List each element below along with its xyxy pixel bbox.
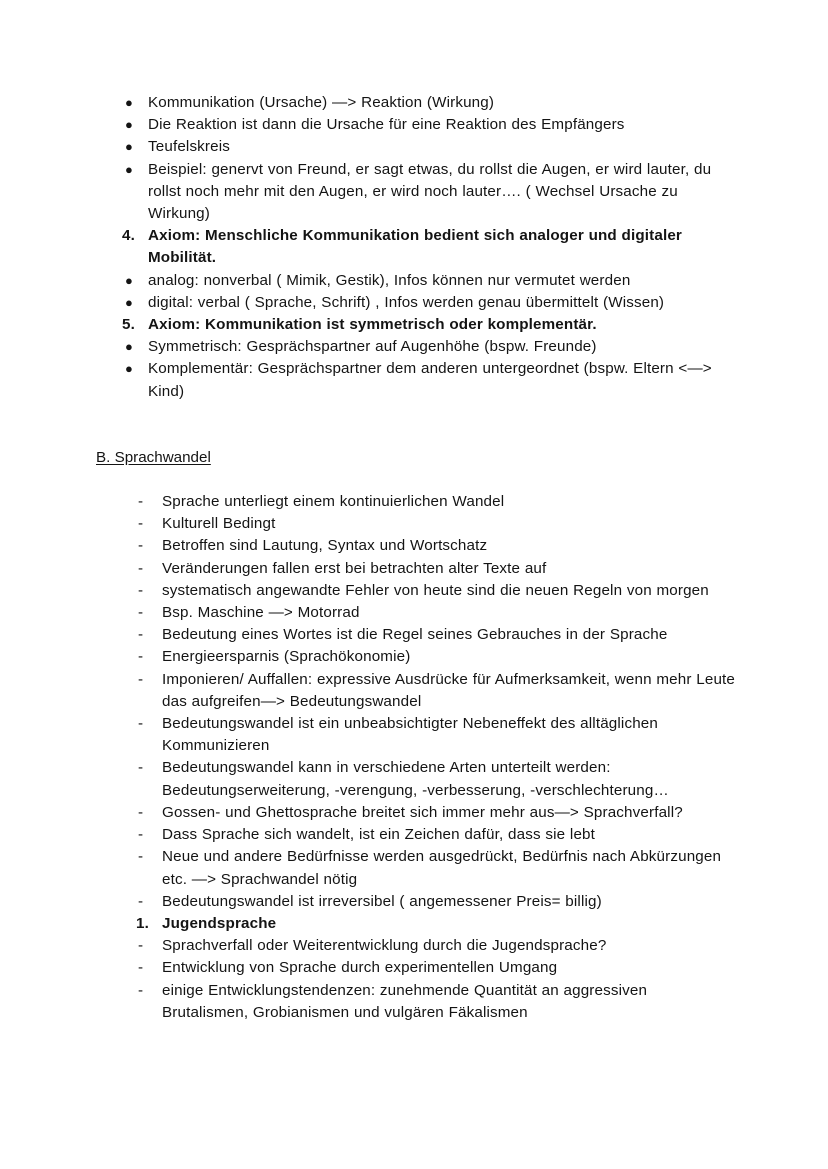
list-item <box>110 491 736 513</box>
dash-icon: - <box>138 537 144 555</box>
list-item-text: Kommunikation (Ursache) —> Reaktion (Wirkung) <box>148 94 495 111</box>
list-item-text: Axiom: Menschliche Kommunikation bedient sich analoger und digitaler Mobilität. <box>148 227 682 267</box>
dash-icon: - <box>138 604 144 622</box>
list-item-text: Bedeutungswandel kann in verschiedene Arten unterteilt werden: Bedeutungserweiterung, -verengung, -verbesserung, -verschlechterung… <box>162 759 669 799</box>
list-item <box>110 713 736 757</box>
list-item <box>96 159 736 226</box>
dash-icon: - <box>138 559 144 577</box>
dash-icon: - <box>138 670 144 688</box>
list-item <box>110 935 736 957</box>
heading-spacer <box>96 469 736 491</box>
list-item-text: Sprache unterliegt einem kontinuierlichen Wandel <box>162 493 505 511</box>
list-item <box>96 270 736 292</box>
list-item <box>110 757 736 801</box>
list-item <box>96 225 736 269</box>
list-item <box>110 846 736 890</box>
bullet-icon: ● <box>125 361 134 377</box>
list-item <box>110 669 736 713</box>
list-item <box>110 824 736 846</box>
dash-icon: - <box>138 759 144 777</box>
dash-icon: - <box>138 515 144 533</box>
list-item <box>110 980 736 1024</box>
dash-icon: - <box>138 626 144 644</box>
list-item-text: Betroffen sind Lautung, Syntax und Wortschatz <box>162 537 488 555</box>
list-item-text: Die Reaktion ist dann die Ursache für eine Reaktion des Empfängers <box>148 116 625 134</box>
list-item <box>96 358 736 402</box>
list-item <box>110 624 736 646</box>
list-item-text: Kulturell Bedingt <box>162 515 276 533</box>
dash-icon: - <box>138 803 144 821</box>
sprachwandel-list <box>110 491 736 1024</box>
dash-icon: - <box>138 959 144 977</box>
bullet-icon: ● <box>125 161 134 177</box>
list-item-text: Bedeutung eines Wortes ist die Regel seines Gebrauches in der Sprache <box>162 626 668 644</box>
list-item <box>96 136 736 158</box>
dash-icon: - <box>138 848 144 866</box>
dash-icon: - <box>138 715 144 733</box>
dash-icon: - <box>138 981 144 999</box>
list-item-text: systematisch angewandte Fehler von heute sind die neuen Regeln von morgen <box>162 581 709 599</box>
list-item <box>96 336 736 358</box>
list-item-text: Teufelskreis <box>148 138 231 156</box>
bullet-icon: ● <box>125 139 134 155</box>
bullet-icon: ● <box>125 117 134 133</box>
list-item-text: Axiom: Kommunikation ist symmetrisch oder komplementär. <box>148 316 597 334</box>
list-item-text: Sprachverfall oder Weiterentwicklung durch die Jugendsprache? <box>162 937 607 955</box>
list-item <box>110 913 736 935</box>
list-item <box>110 957 736 979</box>
list-item-text: Energieersparnis (Sprachökonomie) <box>162 648 411 666</box>
list-item-text: digital: verbal ( Sprache, Schrift) , Infos werden genau übermittelt (Wissen) <box>148 293 665 311</box>
dash-icon: - <box>138 648 144 666</box>
bullet-icon: ● <box>125 272 134 288</box>
list-item <box>96 114 736 136</box>
bullet-icon: ● <box>125 294 134 310</box>
list-item <box>110 802 736 824</box>
list-item-text: Bsp. Maschine —> Motorrad <box>162 604 360 622</box>
dash-icon: - <box>138 937 144 955</box>
list-item-text: Entwicklung von Sprache durch experimentellen Umgang <box>162 959 558 977</box>
list-item <box>96 314 736 336</box>
list-item-text: Symmetrisch: Gesprächspartner auf Augenhöhe (bspw. Freunde) <box>148 338 597 356</box>
list-item <box>110 646 736 668</box>
dash-icon: - <box>138 493 144 511</box>
list-item-text: Bedeutungswandel ist irreversibel ( angemessener Preis= billig) <box>162 892 602 910</box>
list-item-text: Jugendsprache <box>162 914 277 932</box>
list-item <box>96 92 736 114</box>
section-heading-sprachwandel: B. Sprachwandel <box>96 448 211 466</box>
list-item-text: Bedeutungswandel ist ein unbeabsichtigter Nebeneffekt des alltäglichen Kommunizieren <box>162 715 658 755</box>
list-item <box>110 602 736 624</box>
axioms-list <box>96 92 736 403</box>
sprachwandel-list-wrapper <box>110 491 736 1024</box>
list-item <box>110 891 736 913</box>
list-item-text: Beispiel: genervt von Freund, er sagt etwas, du rollst die Augen, er wird lauter, du rollst noch mehr mit den Augen, er wird noch lauter…. ( Wechsel Ursache zu Wirkung) <box>148 160 712 223</box>
list-item-text: Neue und andere Bedürfnisse werden ausgedrückt, Bedürfnis nach Abkürzungen etc. —> Sprachwandel nötig <box>162 848 722 888</box>
dash-icon: - <box>138 581 144 599</box>
list-item-text: Komplementär: Gesprächspartner dem anderen untergeordnet (bspw. Eltern <—> Kind) <box>148 360 712 400</box>
list-item-text: analog: nonverbal ( Mimik, Gestik), Infos können nur vermutet werden <box>148 271 631 289</box>
dash-icon: - <box>138 892 144 910</box>
list-item-text: Dass Sprache sich wandelt, ist ein Zeichen dafür, dass sie lebt <box>162 826 596 844</box>
list-item-text: Imponieren/ Auffallen: expressive Ausdrücke für Aufmerksamkeit, wenn mehr Leute das aufgreifen—> Bedeutungswandel <box>162 670 736 710</box>
list-item <box>110 513 736 535</box>
list-item <box>110 535 736 557</box>
list-item-text: Veränderungen fallen erst bei betrachten alter Texte auf <box>162 559 547 577</box>
list-number: 5. <box>122 316 135 334</box>
list-item-text: einige Entwicklungstendenzen: zunehmende Quantität an aggressiven Brutalismen, Grobianismen und vulgären Fäkalismen <box>162 981 648 1021</box>
list-number: 1. <box>136 914 149 932</box>
list-number: 4. <box>122 227 135 245</box>
list-item-text: Gossen- und Ghettosprache breitet sich immer mehr aus—> Sprachverfall? <box>162 803 683 821</box>
dash-icon: - <box>138 826 144 844</box>
list-item <box>96 292 736 314</box>
list-item <box>110 580 736 602</box>
section-spacer <box>96 403 736 447</box>
document-content <box>96 92 736 1024</box>
bullet-icon: ● <box>125 95 134 110</box>
list-item <box>110 558 736 580</box>
bullet-icon: ● <box>125 339 134 355</box>
